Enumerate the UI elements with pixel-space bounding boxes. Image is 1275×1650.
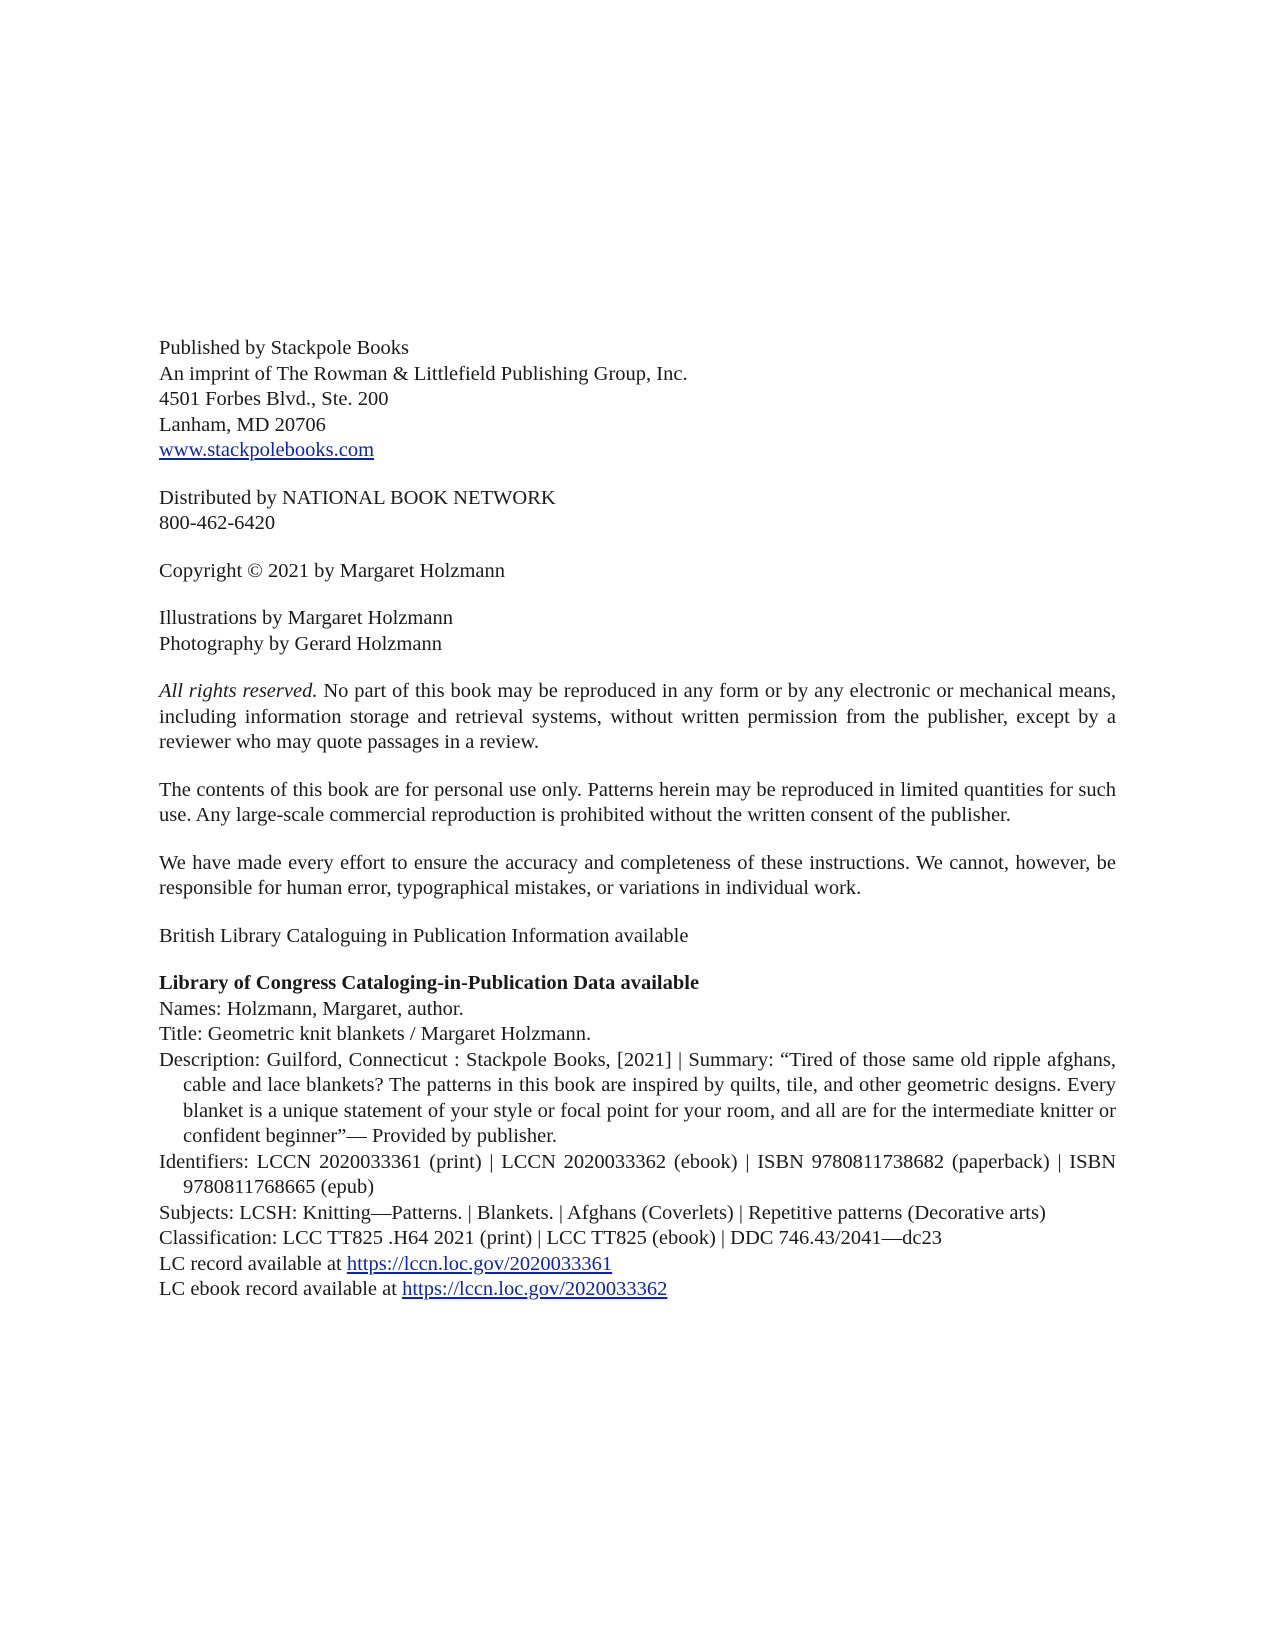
photography-credit: Photography by Gerard Holzmann	[159, 632, 442, 655]
lc-record-link[interactable]: https://lccn.loc.gov/2020033361	[346, 1252, 613, 1275]
publisher-name: Published by Stackpole Books	[159, 337, 409, 359]
publisher-block	[159, 336, 1116, 464]
british-library-block	[159, 924, 1116, 950]
copyright-block	[159, 559, 1116, 585]
lc-ebook-link[interactable]: https://lccn.loc.gov/2020033362	[402, 1278, 668, 1300]
personal-use-paragraph: The contents of this book are for personal use only. Patterns herein may be reproduced in limited quantities for such use. Any large-scale commercial reproduction is prohibited without the written consent of the publisher.	[159, 778, 1116, 826]
lc-record-label: LC record available at	[159, 1252, 347, 1275]
credits-block	[159, 606, 1116, 657]
cip-identifiers: Identifiers: LCCN 2020033361 (print) | LCCN 2020033362 (ebook) | ISBN 9780811738682 (paperback) | ISBN 9780811768665 (epub)	[159, 1150, 1116, 1198]
lc-record-line	[159, 1252, 1116, 1278]
rights-paragraph	[159, 679, 1116, 756]
copyright-page	[159, 336, 1116, 1303]
illustrations-credit: Illustrations by Margaret Holzmann	[159, 607, 453, 629]
cip-title: Title: Geometric knit blankets / Margaret Holzmann.	[159, 1023, 592, 1045]
copyright-notice: Copyright © 2021 by Margaret Holzmann	[159, 559, 505, 582]
cip-description: Description: Guilford, Connecticut : Stackpole Books, [2021] | Summary: “Tired of those same old ripple afghans, cable and lace blankets? The patterns in this book are inspired by quilts, tile, and other geometric designs. Every blanket is a unique statement of your style or focal point for your room, and all are for the intermediate knitter or confident beginner”— Provided by publisher.	[159, 1048, 1116, 1147]
cip-names: Names: Holzmann, Margaret, author.	[159, 997, 464, 1020]
distributor-name: Distributed by NATIONAL BOOK NETWORK	[159, 486, 556, 509]
publisher-city: Lanham, MD 20706	[159, 413, 326, 436]
cip-block	[159, 971, 1116, 1303]
distributor-block	[159, 486, 1116, 537]
rights-text: No part of this book may be reproduced in any form or by any electronic or mechanical means, including information storage and retrieval systems, without written permission from the publisher, except by a reviewer who may quote passages in a review.	[159, 680, 1117, 753]
publisher-imprint: An imprint of The Rowman & Littlefield Publishing Group, Inc.	[159, 362, 688, 385]
cip-subjects: Subjects: LCSH: Knitting—Patterns. | Blankets. | Afghans (Coverlets) | Repetitive patterns (Decorative arts)	[159, 1201, 1046, 1224]
cip-heading: Library of Congress Cataloging-in-Publication Data available	[159, 972, 700, 994]
british-library-notice: British Library Cataloguing in Publication Information available	[159, 924, 689, 947]
lc-ebook-label: LC ebook record available at	[159, 1278, 403, 1300]
distributor-phone: 800-462-6420	[159, 512, 276, 534]
lc-ebook-line	[159, 1277, 1116, 1303]
rights-lead: All rights reserved.	[159, 680, 318, 702]
cip-classification: Classification: LCC TT825 .H64 2021 (print) | LCC TT825 (ebook) | DDC 746.43/2041—dc23	[159, 1227, 942, 1249]
publisher-street: 4501 Forbes Blvd., Ste. 200	[159, 388, 389, 410]
disclaimer-paragraph: We have made every effort to ensure the accuracy and completeness of these instructions. We cannot, however, be responsible for human error, typographical mistakes, or variations in individual work.	[159, 851, 1116, 899]
publisher-website-link[interactable]: www.stackpolebooks.com	[159, 439, 375, 461]
